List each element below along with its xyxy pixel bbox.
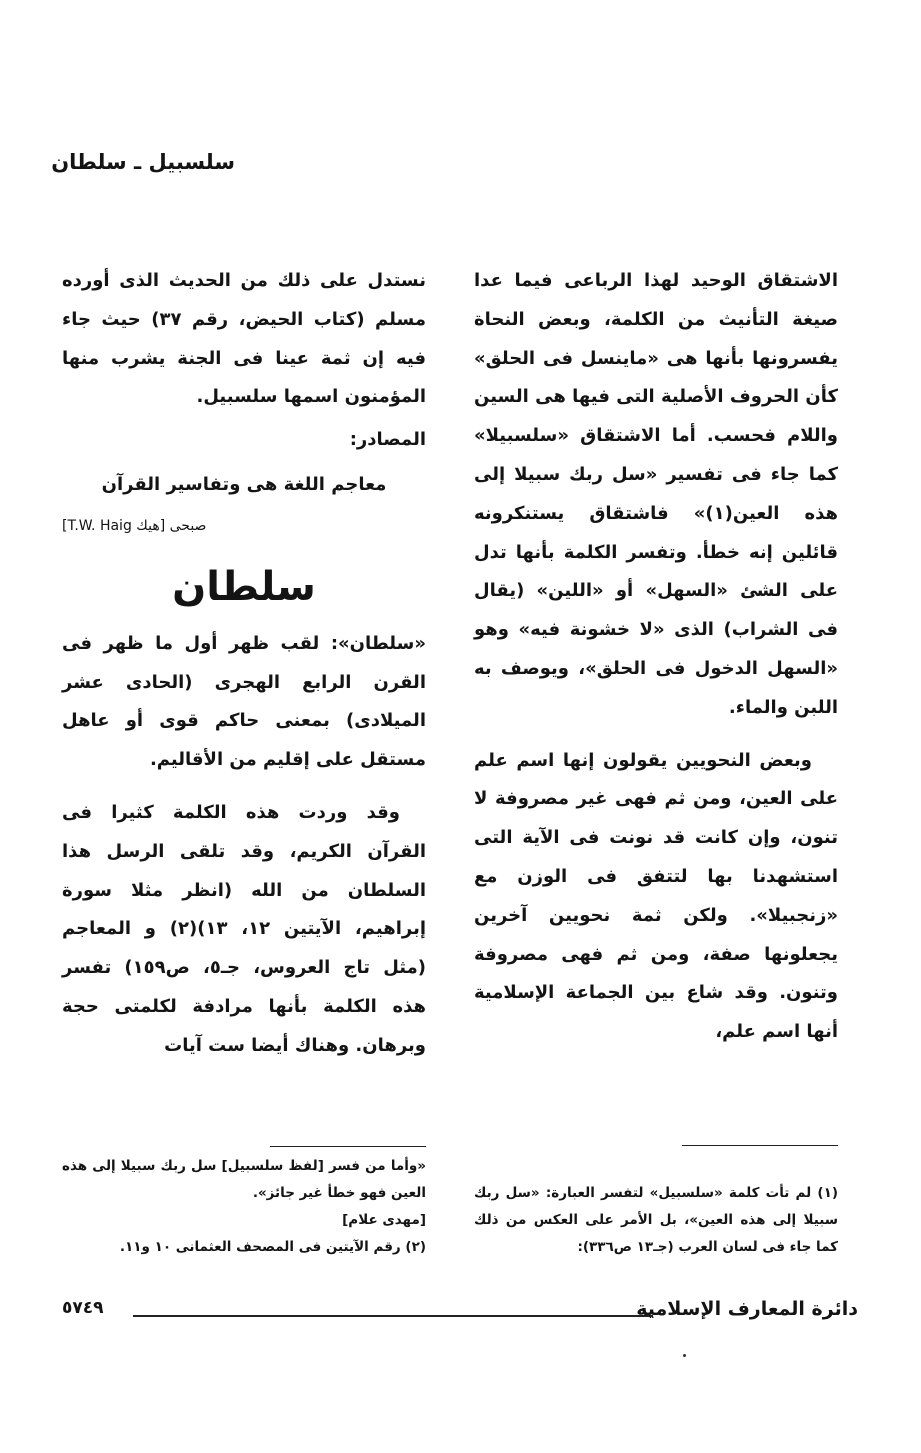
paragraph: وقد وردت هذه الكلمة كثيرا فى القرآن الكريم، وقد تلقى الرسل هذا السلطان من الله (انظر مثلا سورة إبراهيم، الآيتين ١٢، ١٣)(٢) و المعاجم (مثل تاج العروس، جـ٥، ص١٥٩) تفسر هذه الكلمة بأنها مرادفة لكلمتى حجة وبرهان. وهناك أيضا ست آيات bbox=[62, 801, 426, 1056]
author-signature: صبحى [هيك T.W. Haig] bbox=[62, 517, 207, 534]
footnote-2: (٢) رقم الآيتين فى المصحف العثمانى ١٠ و١١. bbox=[119, 1239, 426, 1255]
journal-title: دائرة المعارف الإسلامية bbox=[636, 1298, 858, 1320]
left-column bbox=[62, 262, 426, 1066]
footnote-quote: «وأما من فسر [لفظ سلسبيل] سل ربك سبيلا إلى هذه العين فهو خطأ غير جائز». bbox=[62, 1158, 426, 1201]
right-column bbox=[474, 262, 838, 1052]
footnote-divider bbox=[270, 1146, 426, 1147]
sources-heading: المصادر: bbox=[349, 429, 426, 451]
footer-rule bbox=[133, 1315, 653, 1317]
page-number: ٥٧٤٩ bbox=[62, 1298, 104, 1318]
paragraph-continued: نستدل على ذلك من الحديث الذى أورده مسلم (كتاب الحيض، رقم ٣٧) حيث جاء فيه إن ثمة عينا فى الجنة يشرب منها المؤمنون اسمها سلسبيل. bbox=[62, 270, 426, 408]
footnote-divider bbox=[682, 1145, 838, 1146]
sources-text: معاجم اللغة هى وتفاسير القرآن bbox=[101, 473, 387, 495]
running-head: سلسبيل ـ سلطان bbox=[51, 150, 235, 174]
footnote-signature: [مهدى علام] bbox=[342, 1212, 426, 1228]
page-footer bbox=[62, 1298, 858, 1328]
article-title: سلطان bbox=[172, 563, 316, 610]
footnote-1: (١) لم تأت كلمة «سلسبيل» لتفسر العبارة: «سل ربك سبيلا إلى هذه العين»، بل الأمر على العكس من ذلك كما جاء فى لسان العرب (جـ١٣ ص٣٣٦): bbox=[474, 1185, 838, 1255]
paragraph: «سلطان»: لقب ظهر أول ما ظهر فى القرن الرابع الهجرى (الحادى عشر الميلادى) بمعنى حاكم قوى أو عاهل مستقل على إقليم من الأقاليم. bbox=[62, 632, 426, 771]
scan-speck bbox=[683, 1354, 686, 1357]
paragraph: الاشتقاق الوحيد لهذا الرباعى فيما عدا صيغة التأنيث من الكلمة، وبعض النحاة يفسرونها بأنها هى «ماينسل فى الحلق» كأن الحروف الأصلية التى فيها هى السين واللام فحسب. أما الاشتقاق «سلسبيلا» كما جاء فى تفسير «سل ربك سبيلا إلى هذه العين(١)» فاشتقاق يستنكرونه قائلين إنه خطأ. وتفسر الكلمة بأنها تدل على الشئ «السهل» أو «اللين» (يقال فى الشراب) الذى «لا خشونة فيه» وهو «السهل الدخول فى الحلق»، ويوصف به اللبن والماء. bbox=[474, 270, 838, 718]
paragraph: وبعض النحويين يقولون إنها اسم علم على العين، ومن ثم فهى غير مصروفة لا تنون، وإن كانت قد نونت فى الآية التى استشهدنا بها لتتفق فى الوزن مع «زنجبيلا». ولكن ثمة نحويين آخرين يجعلونها صفة، ومن ثم فهى مصروفة وتنون. وقد شاع بين الجماعة الإسلامية أنها اسم علم، bbox=[474, 749, 838, 1043]
footnotes-left bbox=[62, 1153, 426, 1261]
footnotes-right bbox=[474, 1180, 838, 1261]
